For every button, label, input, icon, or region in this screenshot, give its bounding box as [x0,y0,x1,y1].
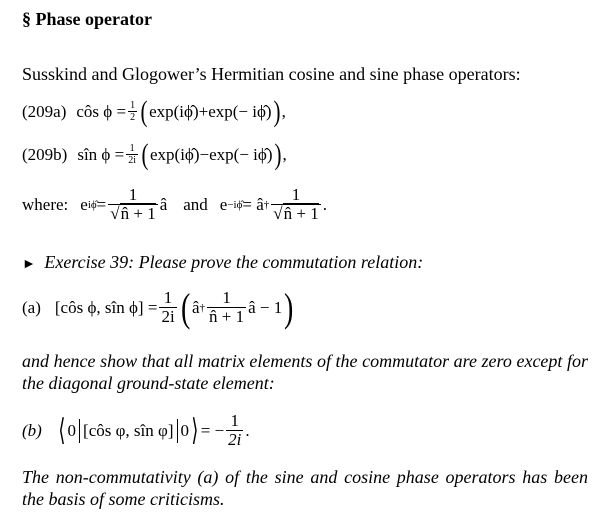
middle-paragraph: and hence show that all matrix elements of the commutator are zero except for the diagonal ground-state element: [22,351,588,393]
open-paren: ( [140,95,148,128]
exp-base: e [219,194,228,214]
equation-lhs: côs ϕ = [76,102,127,121]
ket-state: 0 [180,420,189,440]
equation-part-b [22,412,250,450]
close-paren: ) [284,285,294,330]
equation-tail: . [245,420,250,440]
equation-term: exp(− iϕ̂) [208,102,272,121]
closing-paragraph: The non-commutativity (a) of the sine and cosine phase operators has been the basis of some criticisms. [22,467,588,509]
close-paren: ) [274,138,282,171]
equation-tail: , [281,102,286,121]
commutator: [côs φ, sîn φ] [83,420,174,440]
fraction-denominator: 2i [161,307,175,327]
fraction [159,289,176,327]
equation-operator: − [199,145,210,164]
fraction-denominator: 2i [128,155,136,167]
triangle-marker-icon: ► [22,257,36,272]
open-paren: ( [141,138,149,171]
and-word: and [183,194,208,214]
fraction [207,289,246,327]
equation-term: exp(− iϕ̂) [209,145,273,164]
close-paren: ) [273,95,281,128]
part-label: (b) [22,420,42,440]
fraction [126,144,138,167]
equation-operator: + [198,102,209,121]
exp-superscript: iϕ̂ [87,198,97,211]
exercise-text: Exercise 39: Please prove the commutation relation: [44,252,424,272]
bra-state: 0 [67,420,77,440]
equation-tail: . [322,194,327,214]
right-angle-bracket: ⟩ [191,413,199,447]
equation-lhs: sîn ϕ = [77,145,125,164]
exercise-heading [22,252,423,273]
fraction-numerator: 1 [222,288,231,308]
bra-bar [79,419,80,443]
fraction [128,101,137,124]
dagger-symbol: † [199,302,206,314]
exp-superscript: −iϕ̂ [227,198,243,211]
section-title: § Phase operator [22,9,152,29]
fraction [108,186,157,224]
fraction-denominator: 2i [228,429,242,449]
equation-term: exp(iϕ̂) [149,102,199,121]
fraction-denominator: n̂ + 1 [209,307,245,327]
equation-209b [22,140,287,170]
equation-rest: â − 1 [248,298,283,317]
equation-term: exp(iϕ̂) [149,145,200,164]
fraction-numerator: 1 [291,185,301,204]
equals: = [96,194,107,214]
equation-tail: , [282,145,287,164]
exp-base: e [80,194,88,214]
equation-lhs: [côs ϕ, sîn ϕ] = [54,298,158,317]
dagger-symbol: † [263,198,270,211]
equation-part-a [22,285,296,330]
open-paren: ( [180,285,191,330]
left-angle-bracket: ⟨ [58,413,66,447]
equals: = − [200,420,225,440]
intro-text: Susskind and Glogower’s Hermitian cosine and sine phase operators: [22,64,521,84]
equation-209a [22,97,286,127]
part-label: (a) [22,298,41,317]
equation-label: (209b) [22,145,68,164]
annihilation-operator: â [159,194,168,214]
fraction-denominator: √n̂ + 1 [110,203,156,223]
equation-label: (209a) [22,102,67,121]
fraction-numerator: 1 [129,142,135,154]
fraction-denominator: 2 [130,112,136,124]
fraction-numerator: 1 [130,99,136,111]
creation-operator: â [192,298,200,317]
equals-creation-operator: = â [242,194,264,214]
fraction [226,412,243,450]
fraction-numerator: 1 [230,411,240,430]
where-label: where: [22,194,69,214]
fraction [271,186,320,224]
ket-bar [177,419,178,443]
fraction-numerator: 1 [163,288,173,308]
where-definitions [22,186,327,224]
sqrt-radicand: n̂ + 1 [283,203,319,223]
fraction-numerator: 1 [128,185,138,204]
fraction-denominator: √n̂ + 1 [273,203,319,223]
sqrt-radicand: n̂ + 1 [120,203,156,223]
